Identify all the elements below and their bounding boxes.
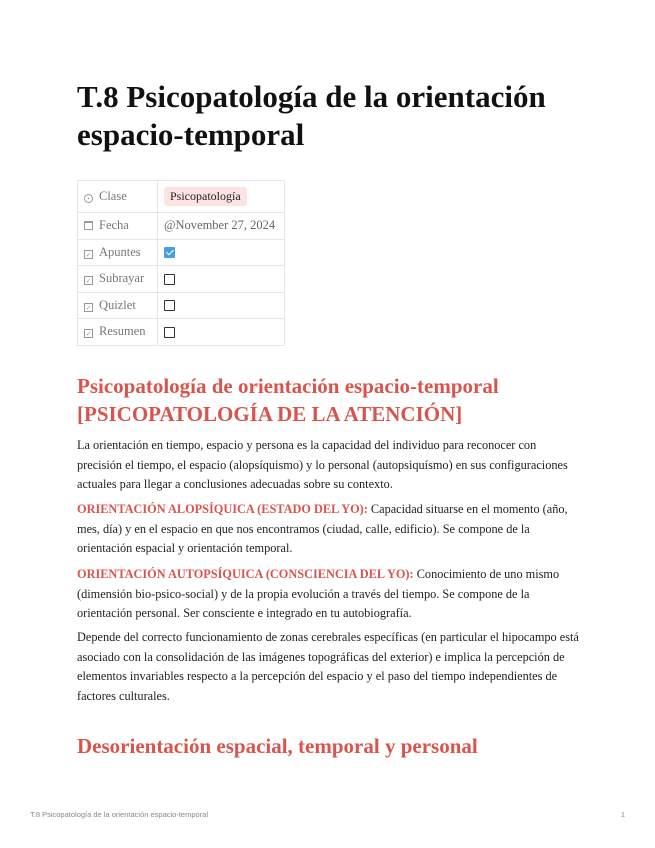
property-key-label: Quizlet <box>99 297 136 312</box>
property-key-label: Clase <box>99 189 127 203</box>
property-key-label: Fecha <box>99 218 129 233</box>
paragraph-alopsiquica <box>77 500 579 559</box>
properties-table <box>77 180 285 346</box>
property-key-label: Apuntes <box>99 244 141 259</box>
property-row-quizlet <box>78 292 285 319</box>
checkbox-prop-icon: ✓ <box>85 277 92 286</box>
property-row-resumen <box>78 319 285 346</box>
property-key-label: Subrayar <box>99 271 145 286</box>
property-row-apuntes <box>78 239 285 266</box>
property-row-fecha <box>78 213 285 240</box>
page-title: T.8 Psicopatología de la orientación espacio-temporal <box>77 79 546 152</box>
section-heading: Psicopatología de orientación espacio-temporal [PSICOPATOLOGÍA DE LA ATENCIÓN] <box>77 374 499 426</box>
definition-autopsiquica: Conocimiento de uno mismo (dimensión bio-psico-social) y de la propia evolución a través del tiempo. Se compone de la orientación personal. Ser consciente e integrado en tu autobiografía. <box>77 567 560 620</box>
property-key <box>78 213 158 240</box>
checkbox-prop-icon: ✓ <box>85 303 92 312</box>
calendar-icon <box>84 221 93 230</box>
property-value <box>158 292 285 319</box>
page-number: 1 <box>620 810 625 819</box>
property-value[interactable] <box>158 213 285 240</box>
resumen-checkbox[interactable] <box>164 327 175 338</box>
paragraph-intro: La orientación en tiempo, espacio y persona es la capacidad del individuo para reconocer con precisión el tiempo, el espacio (alopsíquismo) y lo personal (autopsiquísmo) en sus configuraciones actuales para llegar a conclusiones adecuadas sobre su contexto. <box>77 438 568 491</box>
property-value <box>158 319 285 346</box>
term-autopsiquica: ORIENTACIÓN AUTOPSÍQUICA (CONSCIENCIA DEL YO): <box>77 567 414 581</box>
subrayar-checkbox[interactable] <box>164 274 175 285</box>
paragraph-autopsiquica <box>77 565 579 624</box>
property-key <box>78 292 158 319</box>
property-value <box>158 239 285 266</box>
quizlet-checkbox[interactable] <box>164 300 175 311</box>
property-value <box>158 266 285 293</box>
paragraph-hipocampo: Depende del correcto funcionamiento de zonas cerebrales específicas (en particular el hipocampo está asociado con la consolidación de las imágenes topográficas del exterior) e implica la percepción de elementos invariables respecto a la percepción del espacio y el paso del tiempo independientes de factores culturales. <box>77 630 579 703</box>
property-key <box>78 266 158 293</box>
property-key <box>78 181 158 213</box>
property-key <box>78 239 158 266</box>
apuntes-checkbox[interactable] <box>164 247 175 258</box>
class-tag[interactable]: Psicopatología <box>164 187 247 206</box>
term-alopsiquica: ORIENTACIÓN ALOPSÍQUICA (ESTADO DEL YO): <box>77 502 368 516</box>
property-value[interactable] <box>158 181 285 213</box>
property-row-clase <box>78 181 285 213</box>
property-key <box>78 319 158 346</box>
property-key-label: Resumen <box>99 324 146 339</box>
property-row-subrayar <box>78 266 285 293</box>
section-heading-desorientacion: Desorientación espacial, temporal y personal <box>77 734 478 758</box>
target-icon: • <box>84 194 93 203</box>
definition-alopsiquica: Capacidad situarse en el momento (año, mes, día) y en el espacio en que nos encontramos (ciudad, calle, edificio). Se compone de la orientación espacial y orientación temporal. <box>77 502 568 555</box>
checkbox-prop-icon: ✓ <box>85 250 92 259</box>
footer-title: T.8 Psicopatología de la orientación espacio-temporal <box>30 810 209 819</box>
date-value[interactable]: @November 27, 2024 <box>164 218 276 233</box>
checkbox-prop-icon: ✓ <box>85 330 92 339</box>
